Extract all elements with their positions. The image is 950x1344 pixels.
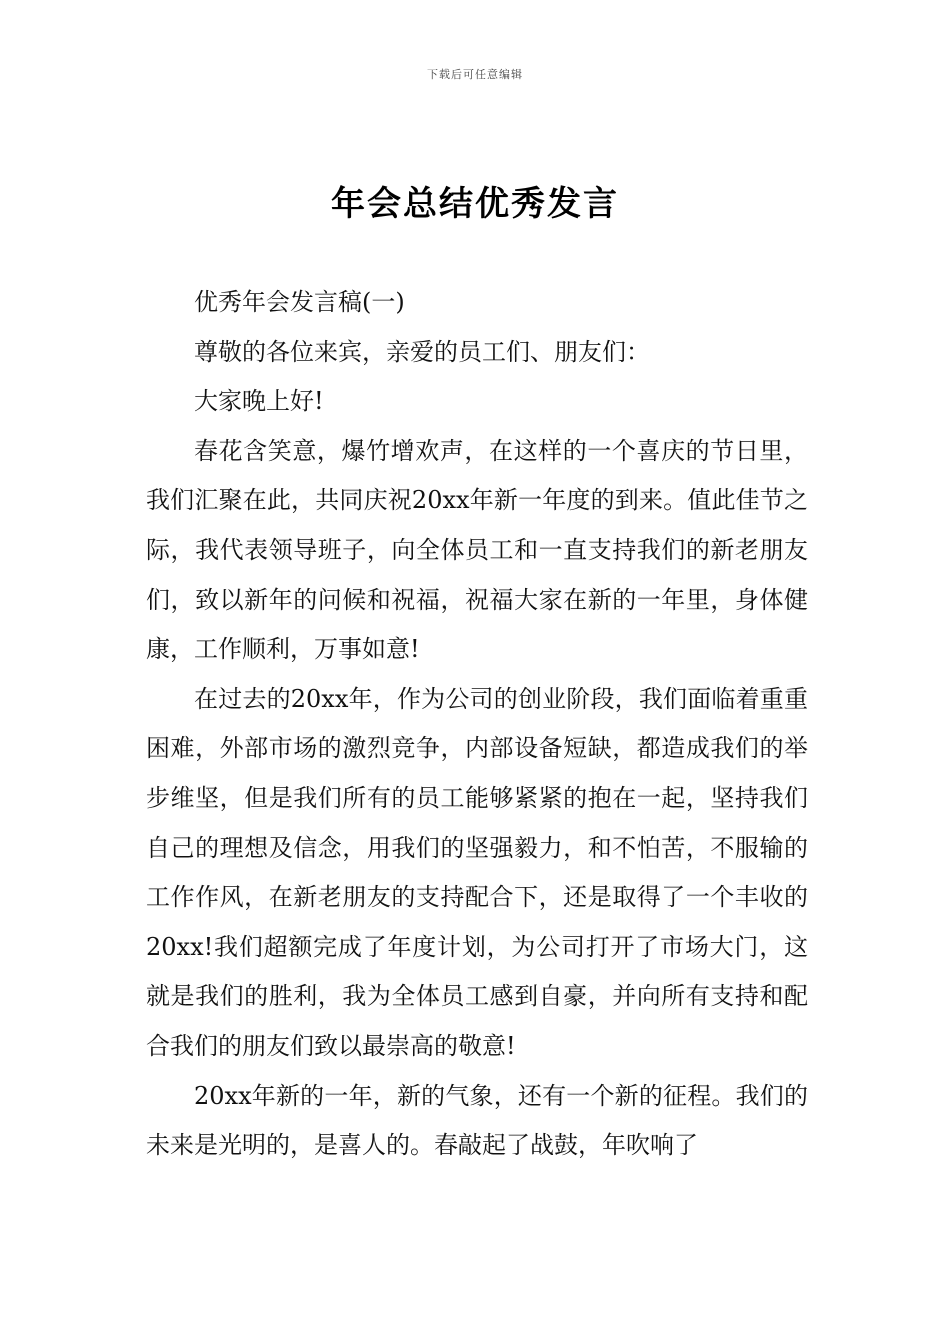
paragraph-salutation: 尊敬的各位来宾，亲爱的员工们、朋友们： bbox=[194, 337, 650, 366]
paragraph-1: 春花含笑意，爆竹增欢声，在这样的一个喜庆的节日里，我们汇聚在此，共同庆祝20xx年新一年度的到来。值此佳节之际，我代表领导班子，向全体员工和一直支持我们的新老朋友们，致以新年的问候和祝福，祝福大家在新的一年里，身体健康，工作顺利，万事如意! bbox=[146, 436, 808, 664]
paragraph-2: 在过去的20xx年，作为公司的创业阶段，我们面临着重重困难，外部市场的激烈竞争，内部设备短缺，都造成我们的举步维坚，但是我们所有的员工能够紧紧的抱在一起，坚持我们自己的理想及信念，用我们的坚强毅力，和不怕苦，不服输的工作作风，在新老朋友的支持配合下，还是取得了一个丰收的20xx!我们超额完成了年度计划，为公司打开了市场大门，这就是我们的胜利，我为全体员工感到自豪，并向所有支持和配合我们的朋友们致以最崇高的敬意! bbox=[146, 684, 808, 1060]
header-note: 下载后可任意编辑 bbox=[427, 68, 523, 81]
document-title: 年会总结优秀发言 bbox=[331, 184, 619, 224]
document-body bbox=[146, 278, 808, 1171]
paragraph-heading: 优秀年会发言稿(一) bbox=[194, 288, 405, 316]
paragraph-3: 20xx年新的一年，新的气象，还有一个新的征程。我们的未来是光明的，是喜人的。春敲起了战鼓，年吹响了 bbox=[146, 1081, 808, 1160]
paragraph-greeting: 大家晚上好! bbox=[194, 387, 324, 416]
